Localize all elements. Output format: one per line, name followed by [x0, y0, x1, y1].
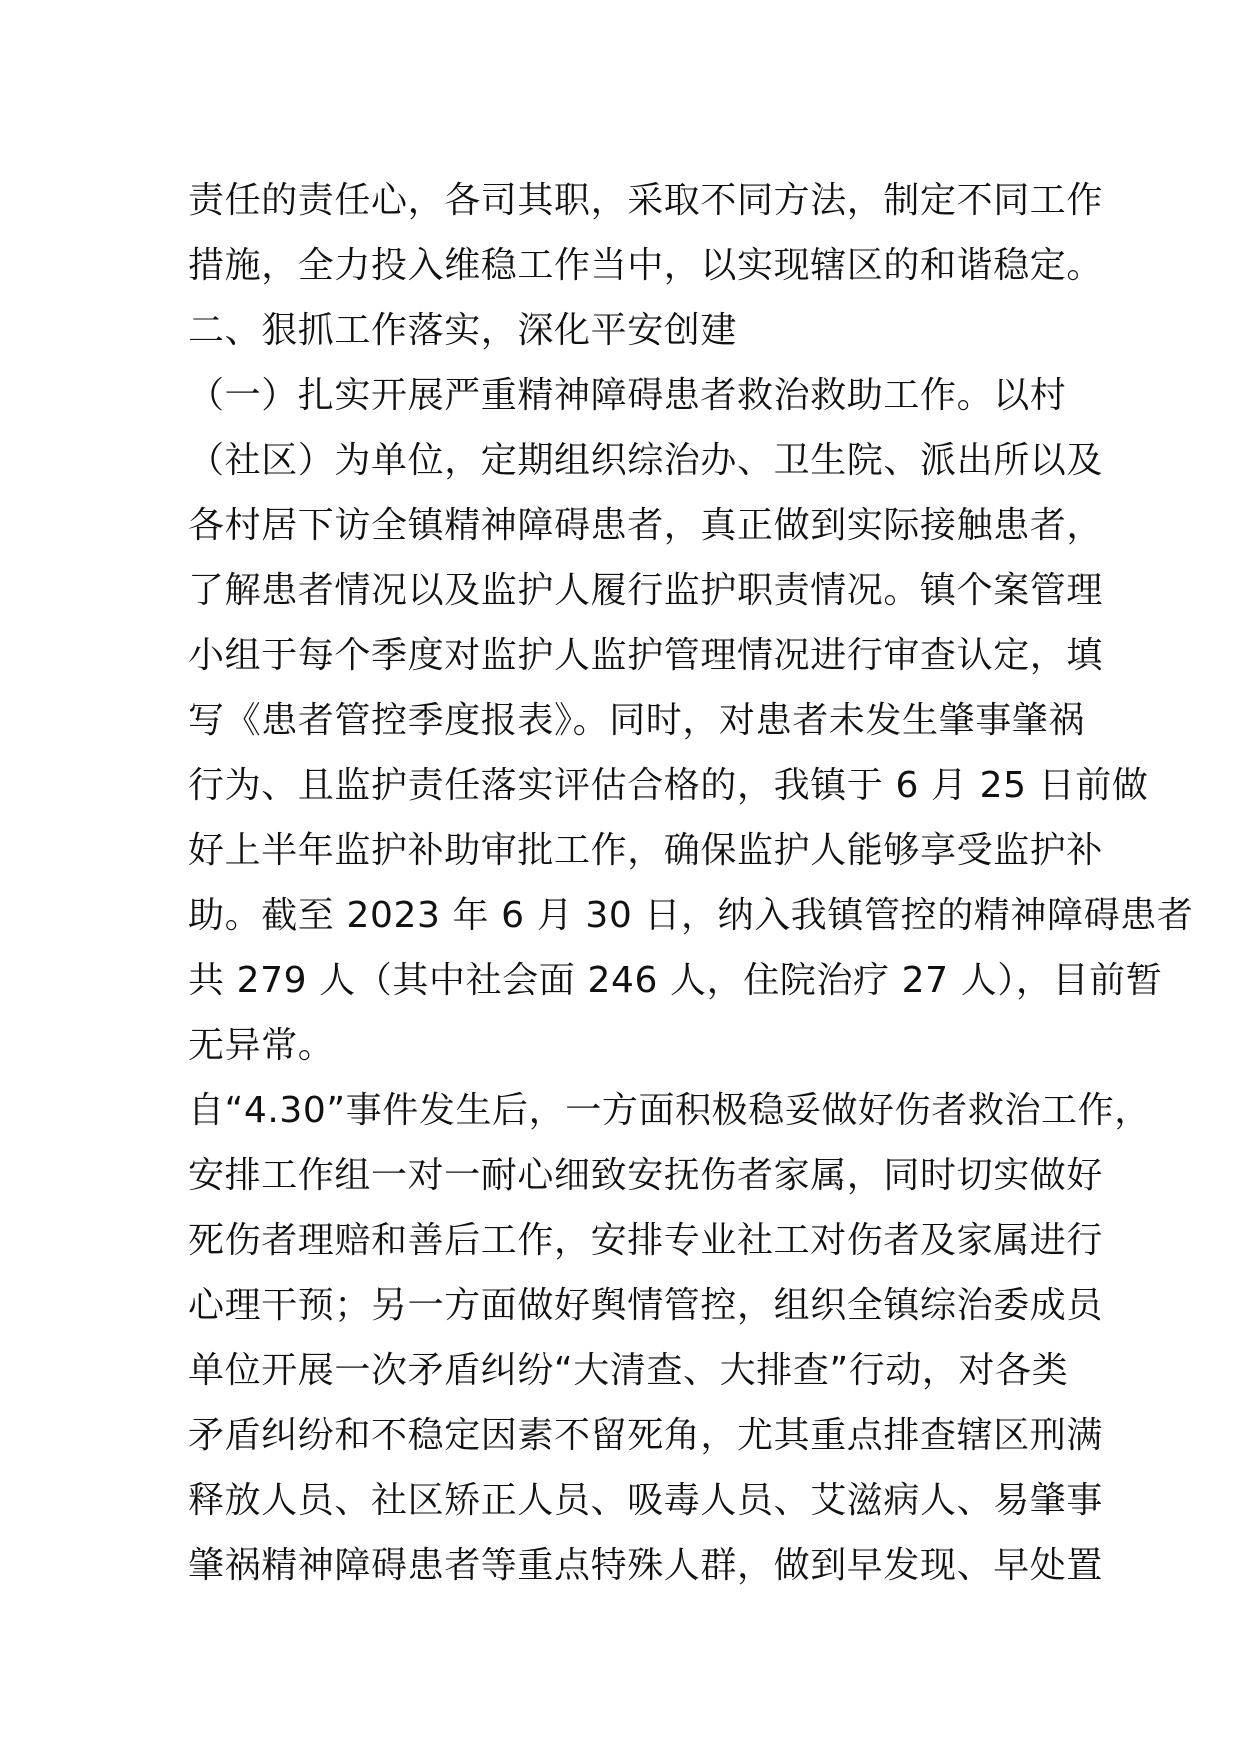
text-line: 单位开展一次矛盾纠纷“大清查、大排查”行动，对各类 — [188, 1350, 1069, 1391]
text-line: 无异常。 — [188, 1025, 335, 1066]
text-line: 自“4.30”事件发生后，一方面积极稳妥做好伤者救治工作， — [188, 1090, 1151, 1131]
text-line: 小组于每个季度对监护人监护管理情况进行审查认定，填 — [188, 635, 1104, 676]
text-line: 肇祸精神障碍患者等重点特殊人群，做到早发现、早处置 — [188, 1545, 1104, 1586]
text-line: 释放人员、社区矫正人员、吸毒人员、艾滋病人、易肇事 — [188, 1480, 1104, 1521]
document-body — [188, 168, 1194, 1598]
text-line: 了解患者情况以及监护人履行监护职责情况。镇个案管理 — [188, 570, 1104, 611]
subsection-heading-line: （一）扎实开展严重精神障碍患者救治救助工作。以村 — [188, 375, 1067, 416]
text-line: 助。截至 2023 年 6 月 30 日，纳入我镇管控的精神障碍患者 — [188, 895, 1194, 936]
text-line: 共 279 人（其中社会面 246 人，住院治疗 27 人），目前暂 — [188, 960, 1163, 1001]
text-line: 各村居下访全镇精神障碍患者，真正做到实际接触患者， — [188, 505, 1104, 546]
section-heading: 二、狠抓工作落实，深化平安创建 — [188, 310, 738, 351]
text-line: 写《患者管控季度报表》。同时，对患者未发生肇事肇祸 — [188, 700, 1086, 741]
text-line: 责任的责任心，各司其职，采取不同方法，制定不同工作 — [188, 180, 1104, 221]
text-line: 措施，全力投入维稳工作当中，以实现辖区的和谐稳定。 — [188, 245, 1104, 286]
text-line: 安排工作组一对一耐心细致安抚伤者家属，同时切实做好 — [188, 1155, 1104, 1196]
text-line: 心理干预；另一方面做好舆情管控，组织全镇综治委成员 — [188, 1285, 1104, 1326]
text-line: 矛盾纠纷和不稳定因素不留死角，尤其重点排查辖区刑满 — [188, 1415, 1104, 1456]
text-line: 好上半年监护补助审批工作，确保监护人能够享受监护补 — [188, 830, 1104, 871]
text-line: （社区）为单位，定期组织综治办、卫生院、派出所以及 — [188, 440, 1104, 481]
text-line: 行为、且监护责任落实评估合格的，我镇于 6 月 25 日前做 — [188, 765, 1149, 806]
text-line: 死伤者理赔和善后工作，安排专业社工对伤者及家属进行 — [188, 1220, 1104, 1261]
